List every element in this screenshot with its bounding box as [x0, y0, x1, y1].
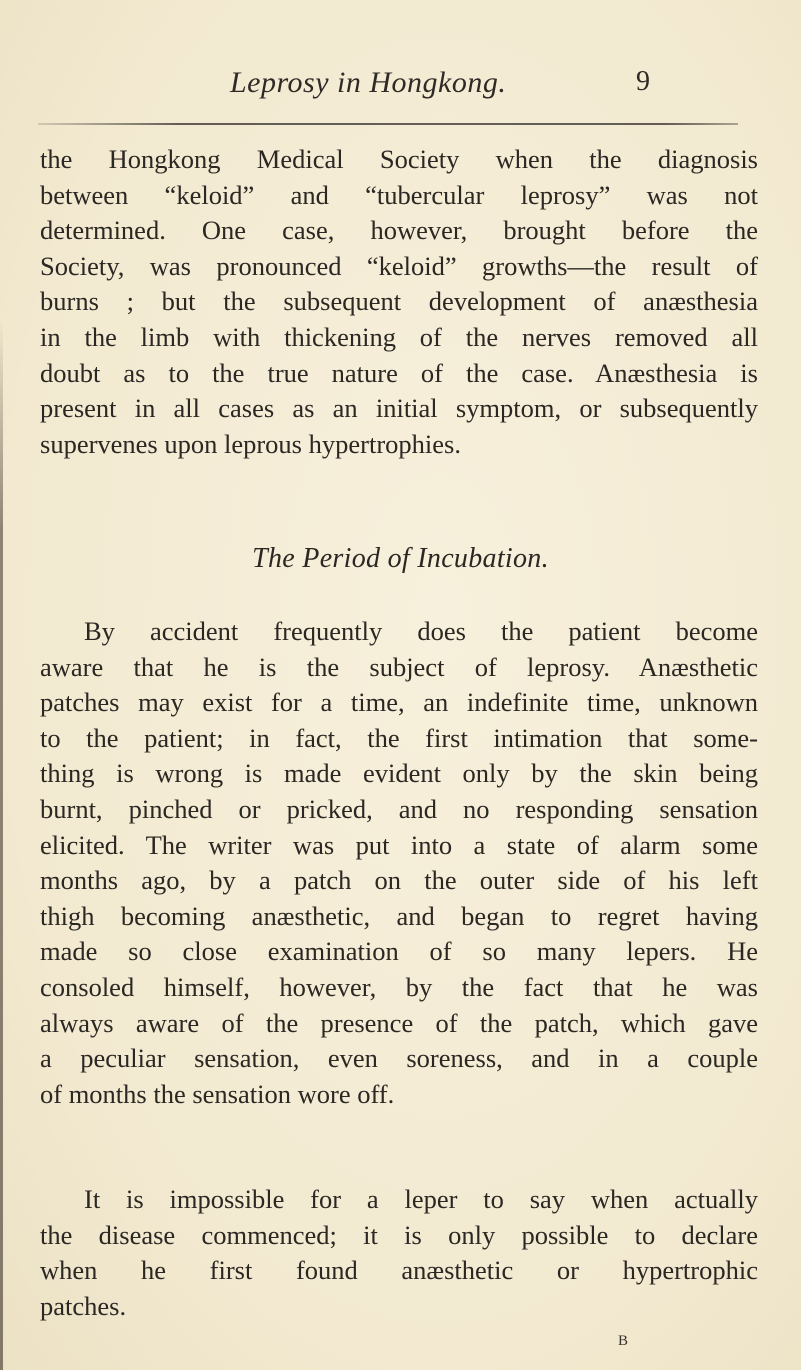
text-line: to the patient; in fact, the first intimation that some- [40, 722, 758, 753]
text-line: Society, was pronounced “keloid” growths—the result of [40, 250, 758, 281]
header-rule [38, 123, 738, 125]
paragraph-1 [40, 142, 758, 462]
text-line: burns ; but the subsequent development of anæsthesia [40, 286, 758, 317]
text-line: patches. [40, 1290, 127, 1321]
text-line: determined. One case, however, brought before the [40, 215, 758, 246]
text-line: patches may exist for a time, an indefinite time, unknown [40, 687, 758, 718]
text-line: It is impossible for a leper to say when actually [84, 1184, 758, 1214]
text-line: of months the sensation wore off. [40, 1078, 395, 1109]
running-title: Leprosy in Hongkong. [230, 66, 507, 99]
text-line: in the limb with thickening of the nerves removed all [40, 321, 758, 352]
text-line: always aware of the presence of the patch, which gave [40, 1007, 758, 1038]
text-line: made so close examination of so many lepers. He [40, 936, 758, 967]
paragraph-2 [40, 614, 758, 1112]
text-line: By accident frequently does the patient become [84, 616, 758, 646]
text-line: present in all cases as an initial symptom, or subsequently [40, 393, 758, 424]
text-line: the Hongkong Medical Society when the diagnosis [40, 144, 758, 174]
paragraph-3 [40, 1182, 758, 1324]
text-line: elicited. The writer was put into a state of alarm some [40, 829, 758, 860]
text-line: thigh becoming anæsthetic, and began to regret having [40, 900, 758, 931]
text-line: between “keloid” and “tubercular leprosy” was not [40, 179, 758, 210]
text-line: consoled himself, however, by the fact that he was [40, 971, 758, 1002]
page-number: 9 [636, 66, 650, 97]
text-line: when he first found anæsthetic or hypertrophic [40, 1255, 758, 1286]
text-line: a peculiar sensation, even soreness, and in a couple [40, 1043, 758, 1074]
section-heading: The Period of Incubation. [252, 543, 549, 574]
text-line: burnt, pinched or pricked, and no responding sensation [40, 793, 758, 824]
text-line: aware that he is the subject of leprosy. Anæsthetic [40, 651, 758, 682]
page-edge-shadow [0, 320, 3, 1370]
running-head [230, 66, 650, 106]
text-line: months ago, by a patch on the outer side of his left [40, 865, 758, 896]
text-line: the disease commenced; it is only possible to declare [40, 1219, 758, 1250]
text-line: doubt as to the true nature of the case. Anæsthesia is [40, 357, 758, 388]
text-line: thing is wrong is made evident only by the skin being [40, 758, 758, 789]
signature-mark: B [618, 1333, 629, 1349]
text-line: supervenes upon leprous hypertrophies. [40, 428, 461, 459]
